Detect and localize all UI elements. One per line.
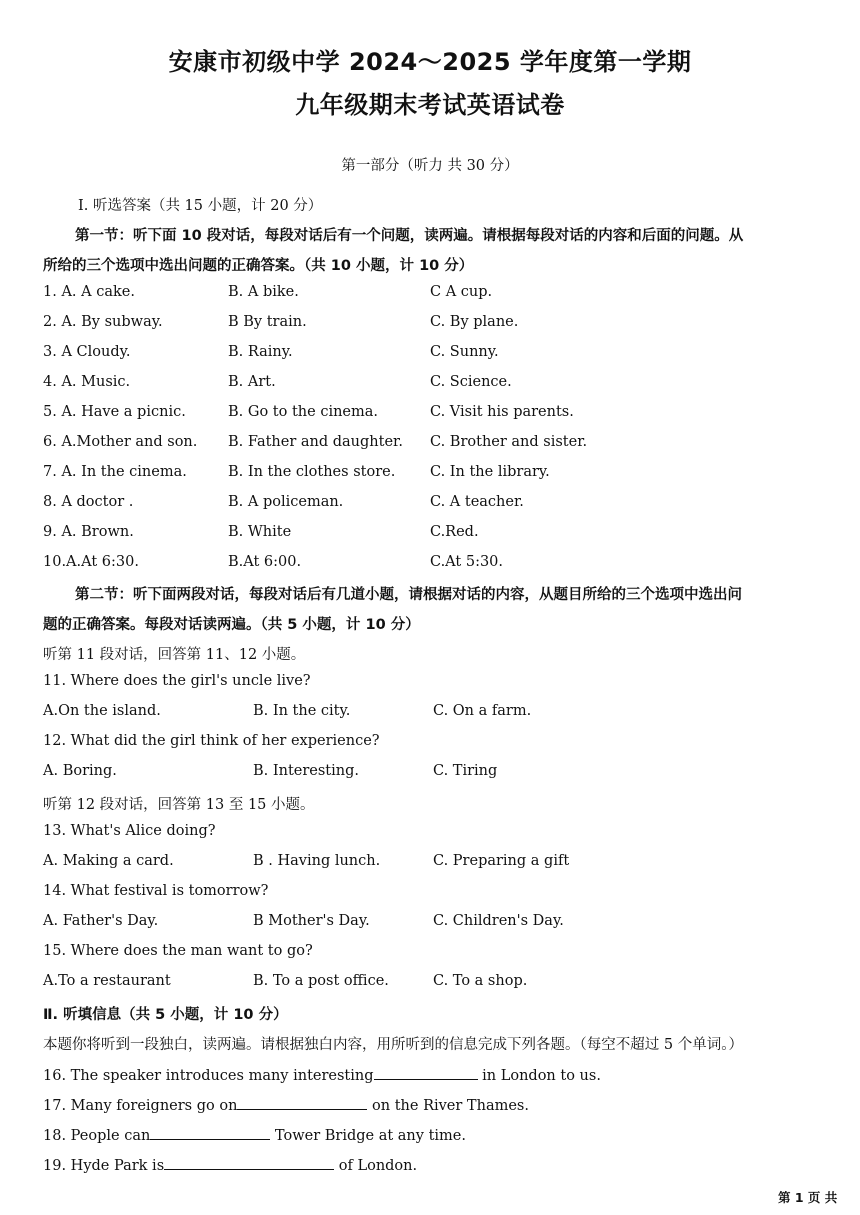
question-13: 13. What's Alice doing? <box>43 823 216 839</box>
option-a: 10.A.At 6:30. <box>43 554 139 570</box>
question-19-tail: of London. <box>334 1158 418 1174</box>
exam-title-line1: 安康市初级中学 2024～2025 学年度第一学期 <box>168 48 692 76</box>
option-a: 4. A. Music. <box>43 374 131 390</box>
question-18-text: 18. People can <box>43 1128 151 1144</box>
question-12: 12. What did the girl think of her experience? <box>43 733 380 749</box>
question-17-text: 17. Many foreigners go on <box>43 1098 238 1114</box>
option-a: 1. A. A cake. <box>43 284 135 300</box>
option-b: B. White <box>228 524 292 540</box>
question-row <box>43 404 823 426</box>
question-15: 15. Where does the man want to go? <box>43 943 313 959</box>
option-b: B. In the clothes store. <box>228 464 396 480</box>
option-b: B. Interesting. <box>253 763 359 779</box>
option-b: B. Go to the cinema. <box>228 404 378 420</box>
question-17 <box>43 1095 529 1114</box>
question-12-options <box>43 763 823 785</box>
option-c: C. By plane. <box>430 314 519 330</box>
question-row <box>43 374 823 396</box>
answer-blank-17[interactable] <box>237 1095 367 1110</box>
answer-blank-18[interactable] <box>150 1125 270 1140</box>
question-16-text: 16. The speaker introduces many interesting <box>43 1068 374 1084</box>
option-c: C. Brother and sister. <box>430 434 588 450</box>
question-14: 14. What festival is tomorrow? <box>43 883 269 899</box>
option-b: B. Father and daughter. <box>228 434 403 450</box>
option-b: B Mother's Day. <box>253 913 370 929</box>
option-a: A. Making a card. <box>43 853 174 869</box>
option-a: 3. A Cloudy. <box>43 344 131 360</box>
question-16 <box>43 1065 601 1084</box>
question-18-tail: Tower Bridge at any time. <box>270 1128 466 1144</box>
option-b: B. In the city. <box>253 703 351 719</box>
option-c: C. On a farm. <box>433 703 532 719</box>
sub1-instruction-line1: 第一节：听下面 10 段对话，每段对话后有一个问题，读两遍。请根据每段对话的内容和后面的问题。从 <box>75 228 744 244</box>
option-b: B. Rainy. <box>228 344 293 360</box>
option-a: 2. A. By subway. <box>43 314 163 330</box>
option-c: C. Preparing a gift <box>433 853 570 869</box>
section2-heading: Ⅱ. 听填信息（共 5 小题，计 10 分） <box>43 1007 288 1023</box>
option-a: A. Father's Day. <box>43 913 159 929</box>
question-row <box>43 524 823 546</box>
question-17-tail: on the River Thames. <box>367 1098 529 1114</box>
option-a: 6. A.Mother and son. <box>43 434 198 450</box>
option-a: 9. A. Brown. <box>43 524 134 540</box>
sub2-instruction-line2: 题的正确答案。每段对话读两遍。（共 5 小题，计 10 分） <box>43 617 420 633</box>
question-14-options <box>43 913 823 935</box>
question-row <box>43 284 823 306</box>
question-row <box>43 344 823 366</box>
option-a: A.To a restaurant <box>43 973 171 989</box>
dialog-12-instruction: 听第 12 段对话，回答第 13 至 15 小题。 <box>43 797 315 813</box>
option-a: A. Boring. <box>43 763 117 779</box>
option-c: C. Science. <box>430 374 512 390</box>
option-b: B . Having lunch. <box>253 853 381 869</box>
page-number: 第 1 页 共 <box>778 1190 838 1205</box>
question-18 <box>43 1125 466 1144</box>
answer-blank-16[interactable] <box>374 1065 478 1080</box>
option-a: 5. A. Have a picnic. <box>43 404 186 420</box>
question-16-tail: in London to us. <box>477 1068 601 1084</box>
option-b: B. Art. <box>228 374 276 390</box>
part-title: 第一部分（听力 共 30 分） <box>341 158 519 174</box>
sub2-instruction-line1: 第二节：听下面两段对话，每段对话后有几道小题，请根据对话的内容，从题目所给的三个选项中选出问 <box>75 587 742 603</box>
question-15-options <box>43 973 823 995</box>
option-c: C.At 5:30. <box>430 554 504 570</box>
option-c: C.Red. <box>430 524 479 540</box>
option-c: C. Visit his parents. <box>430 404 574 420</box>
question-19 <box>43 1155 417 1174</box>
question-11-options <box>43 703 823 725</box>
option-c: C. In the library. <box>430 464 550 480</box>
dialog-11-instruction: 听第 11 段对话，回答第 11、12 小题。 <box>43 647 306 663</box>
question-19-text: 19. Hyde Park is <box>43 1158 165 1174</box>
option-b: B. A policeman. <box>228 494 344 510</box>
option-b: B. A bike. <box>228 284 299 300</box>
question-row <box>43 464 823 486</box>
option-c: C. A teacher. <box>430 494 524 510</box>
option-c: C. Children's Day. <box>433 913 564 929</box>
answer-blank-19[interactable] <box>164 1155 334 1170</box>
section2-intro: 本题你将听到一段独白，读两遍。请根据独白内容，用所听到的信息完成下列各题。（每空不超过 5 个单词。） <box>43 1037 743 1053</box>
option-c: C A cup. <box>430 284 493 300</box>
option-c: C. Tiring <box>433 763 498 779</box>
exam-title-line2: 九年级期末考试英语试卷 <box>295 91 565 119</box>
option-c: C. To a shop. <box>433 973 528 989</box>
option-b: B.At 6:00. <box>228 554 302 570</box>
sub1-instruction-line2: 所给的三个选项中选出问题的正确答案。（共 10 小题，计 10 分） <box>43 258 474 274</box>
option-a: 8. A doctor . <box>43 494 134 510</box>
option-b: B. To a post office. <box>253 973 389 989</box>
option-a: A.On the island. <box>43 703 161 719</box>
option-b: B By train. <box>228 314 307 330</box>
question-11: 11. Where does the girl's uncle live? <box>43 673 311 689</box>
question-13-options <box>43 853 823 875</box>
question-row <box>43 314 823 336</box>
question-row <box>43 494 823 516</box>
question-row <box>43 434 823 456</box>
section1-heading: Ⅰ. 听选答案（共 15 小题，计 20 分） <box>78 198 323 214</box>
option-c: C. Sunny. <box>430 344 499 360</box>
option-a: 7. A. In the cinema. <box>43 464 187 480</box>
question-row <box>43 554 823 576</box>
